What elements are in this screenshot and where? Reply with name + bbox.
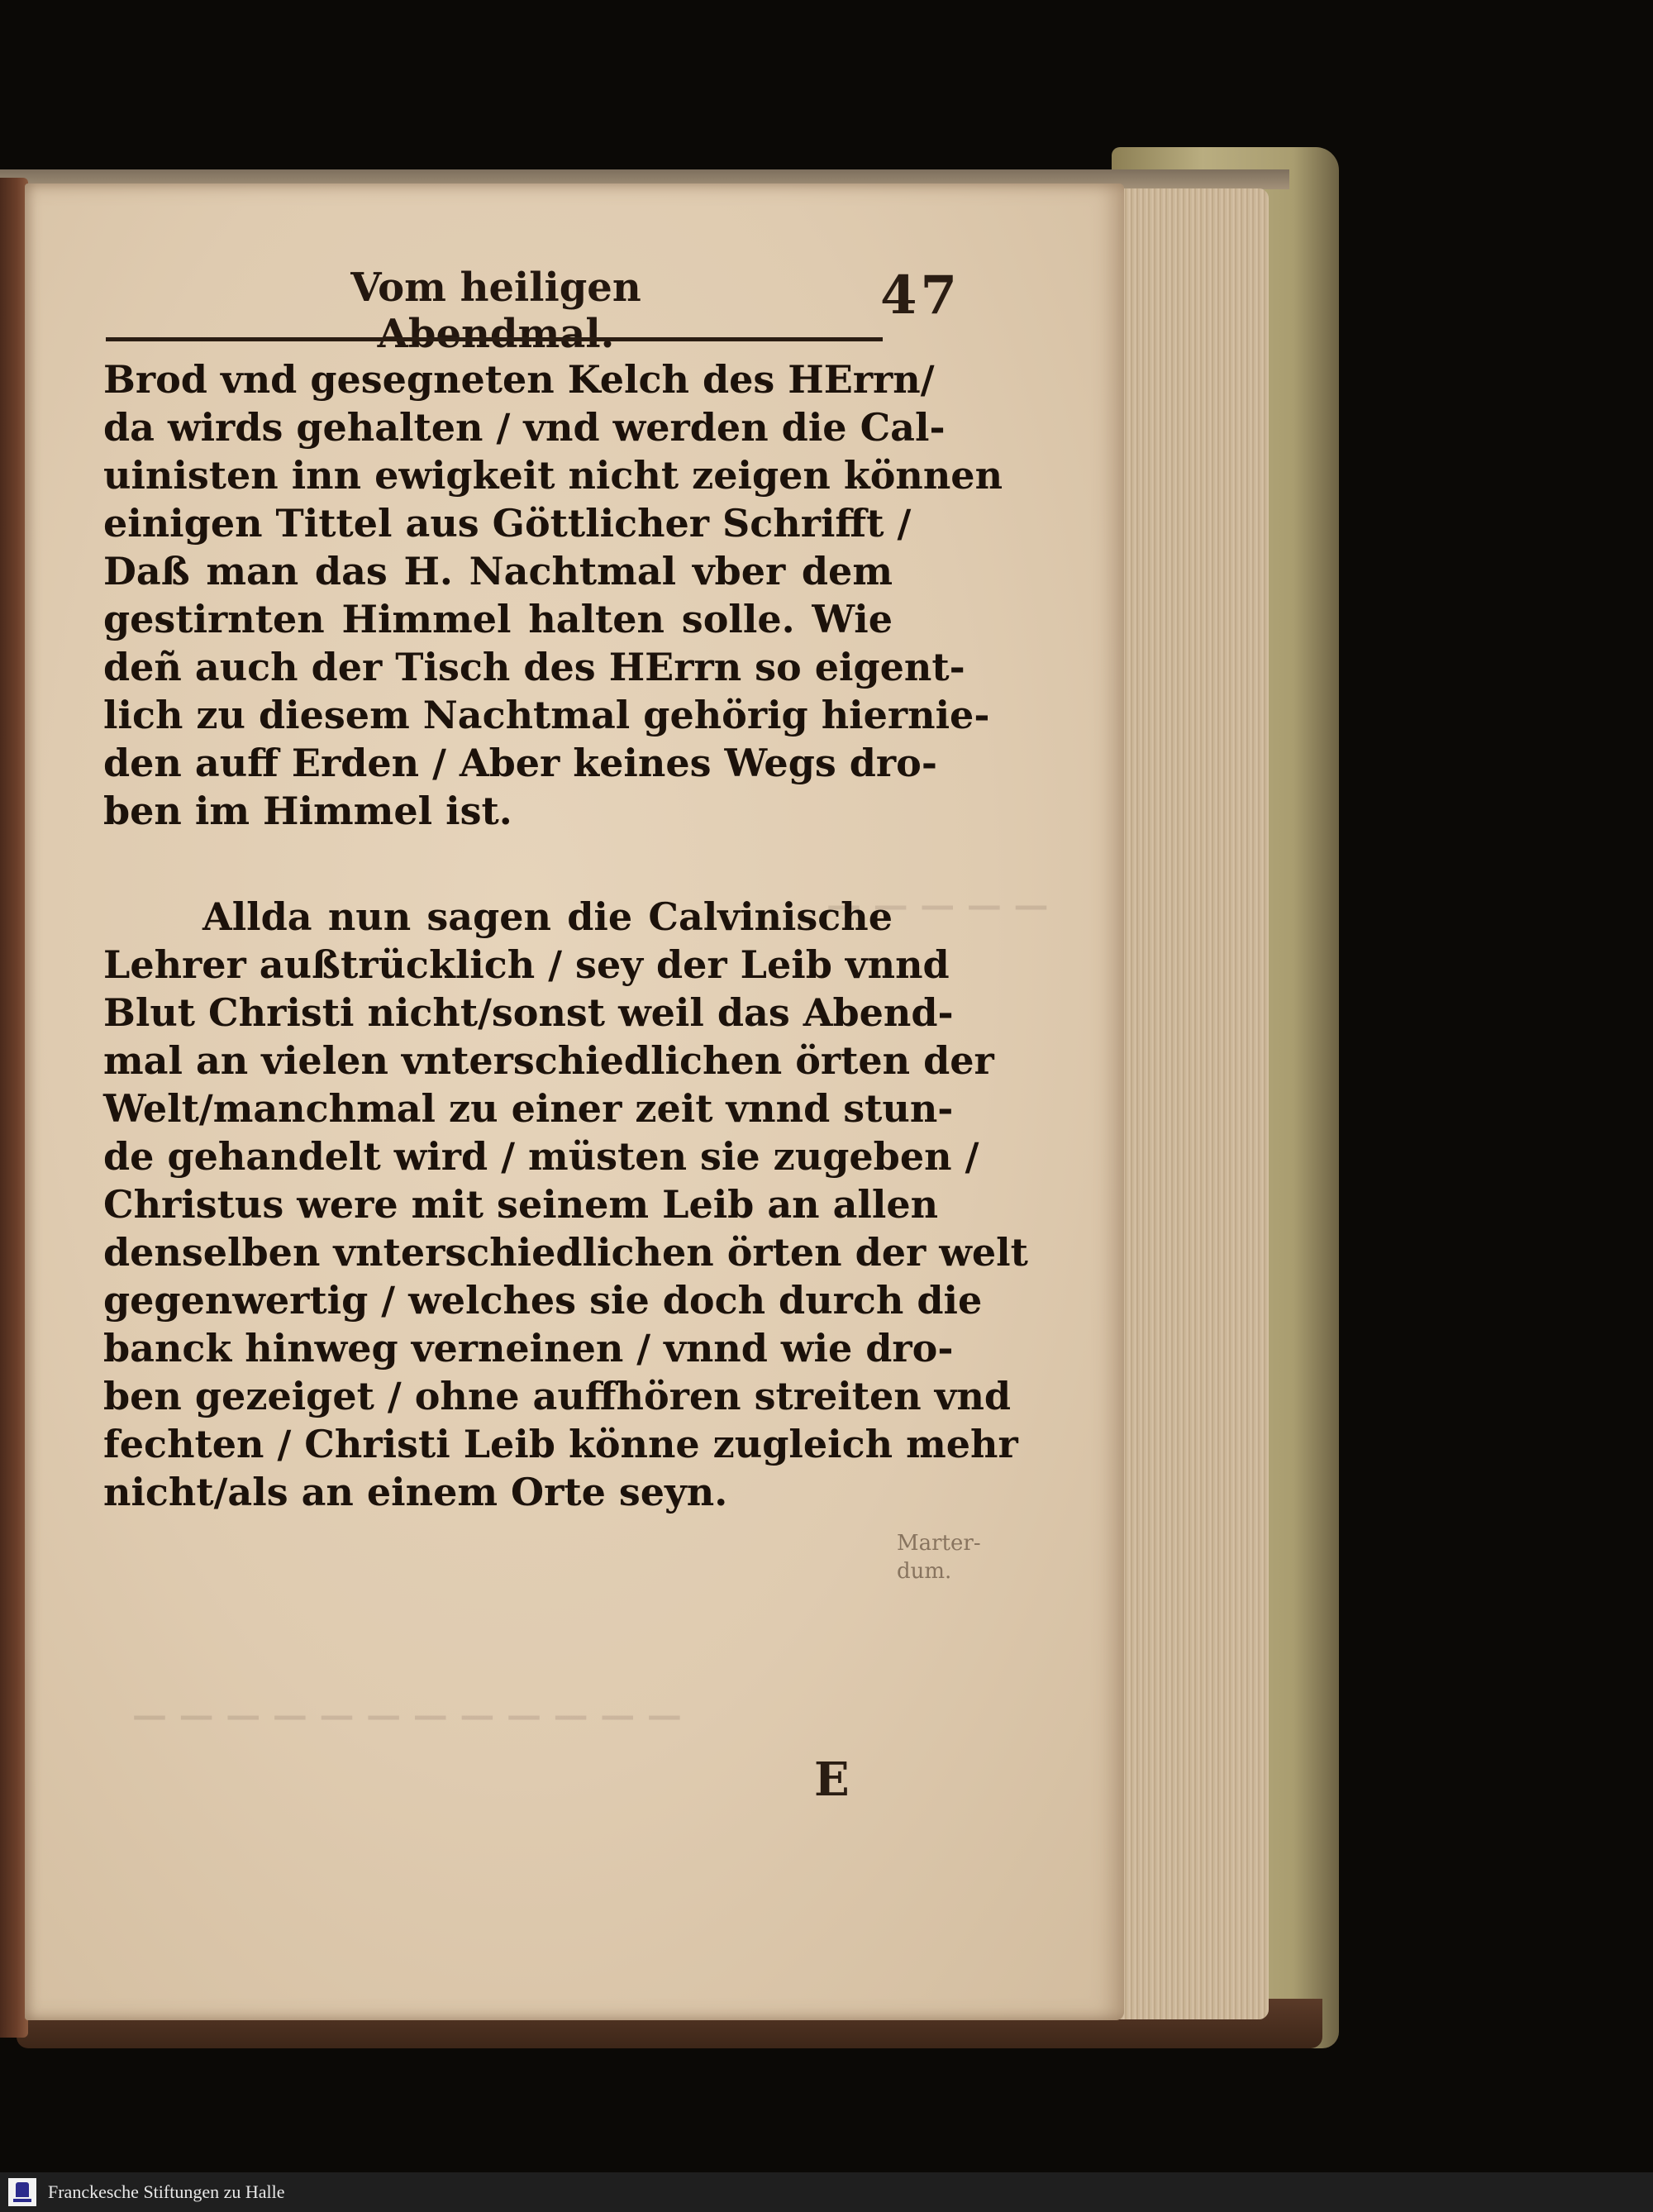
margin-note-line: Marter-: [897, 1531, 981, 1556]
margin-note: [897, 1529, 1029, 1585]
page-edges: [1116, 188, 1269, 2019]
book-spine-edge: [0, 178, 28, 2038]
header-rule: [106, 337, 883, 341]
text-line: gegenwertig / welches sie doch durch die: [103, 1278, 983, 1323]
catchword: E: [814, 1752, 850, 1807]
text-line: Welt/manchmal zu einer zeit vnnd stun-: [103, 1086, 954, 1131]
institution-logo-icon: [8, 2178, 36, 2206]
text-line: den auff Erden / Aber keines Wegs dro-: [103, 741, 937, 785]
text-line: mal an vielen vnterschiedlichen örten der: [103, 1038, 994, 1083]
text-line: Lehrer außtrücklich / sey der Leib vnnd: [103, 942, 950, 987]
text-line: nicht/als an einem Orte seyn.: [103, 1470, 728, 1514]
page-number: 47: [880, 265, 961, 327]
text-line: Brod vnd gesegneten Kelch des HErrn/: [103, 357, 935, 402]
text-line: denselben vnterschiedlichen örten der welt: [103, 1230, 1028, 1275]
text-line: uinisten inn ewigkeit nicht zeigen können: [103, 453, 1003, 498]
text-line: de gehandelt wird / müsten sie zugeben /: [103, 1134, 979, 1179]
text-line: ben im Himmel ist.: [103, 789, 512, 833]
show-through-text: — — — — — — — — — — — —: [132, 1695, 682, 1735]
footer-institution: Franckesche Stiftungen zu Halle: [48, 2181, 285, 2202]
text-line: gestirnten Himmel halten solle. Wie: [103, 597, 893, 641]
text-line: lich zu diesem Nachtmal gehörig hiernie-: [103, 693, 990, 737]
text-line: da wirds gehalten / vnd werden die Cal-: [103, 405, 946, 450]
text-line: einigen Tittel aus Göttlicher Schrifft /: [103, 501, 912, 546]
text-line: ben gezeiget / ohne auffhören streiten vnd: [103, 1374, 1012, 1418]
text-line: Allda nun sagen die Calvinische: [202, 894, 893, 939]
text-line: Christus were mit seinem Leib an allen: [103, 1182, 939, 1227]
running-title: Vom heiligen Abendmal.: [350, 265, 641, 357]
text-line: banck hinweg verneinen / vnnd wie dro-: [103, 1326, 954, 1371]
text-line: fechten / Christi Leib könne zugleich mehr: [103, 1422, 1018, 1466]
text-line: Daß man das H. Nachtmal vber dem: [103, 549, 893, 594]
show-through-text: — — — — —: [826, 884, 1049, 925]
text-line: Blut Christi nicht/sonst weil das Abend-: [103, 990, 954, 1035]
text-line: deñ auch der Tisch des HErrn so eigent-: [103, 645, 965, 689]
margin-note-line: dum.: [897, 1559, 952, 1584]
footer-bar: [0, 2172, 1653, 2212]
page-body-text: [103, 355, 1028, 1516]
paragraph-gap: [103, 835, 893, 893]
